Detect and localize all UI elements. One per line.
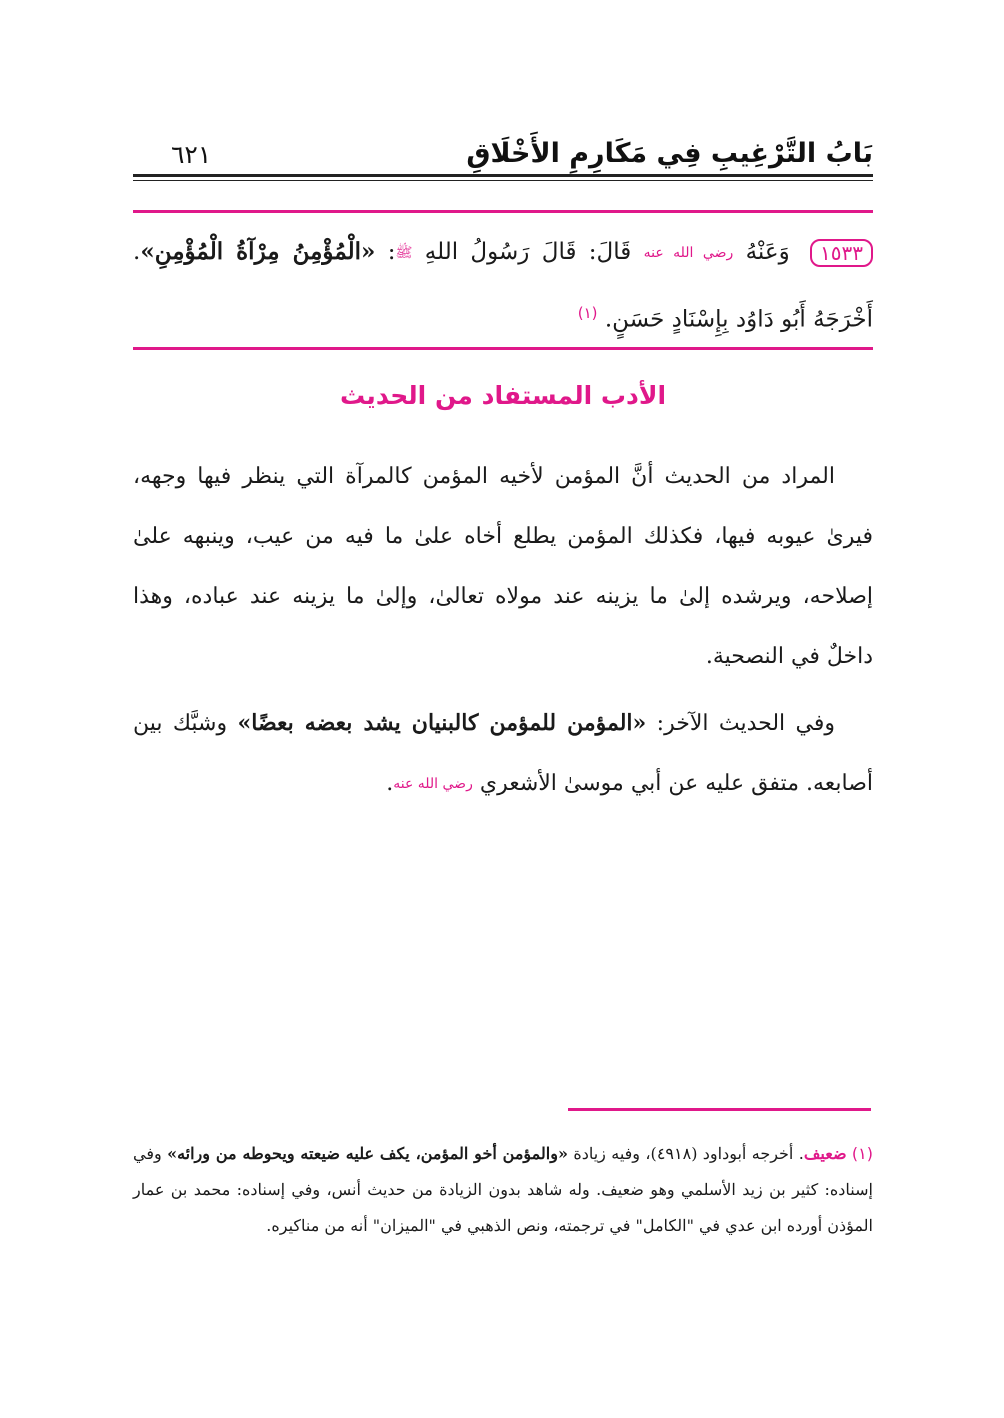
footnote	[133, 1136, 873, 1244]
companion-honorific-2: رضي الله عنه	[393, 776, 473, 792]
hadith-colon: :	[387, 239, 396, 265]
section-heading: الأدب المستفاد من الحديث	[339, 381, 667, 410]
body-paragraph-2	[133, 693, 873, 814]
hadith-block	[133, 222, 873, 350]
hadith-bottom-rule	[133, 347, 873, 350]
p2-rest: وشبَّك بين أصابعه. متفق عليه عن أبي موسىٰ الأشعري	[133, 711, 873, 796]
companion-honorific: رضي الله عنه	[643, 245, 734, 261]
footnote-bold-quote: «والمؤمن أخو المؤمن، يكف عليه ضيعته ويحوطه من ورائه»	[167, 1144, 568, 1163]
footnote-text-2: وفي إسناده: كثير بن زيد الأسلمي وهو ضعيف. وله شاهد بدون الزيادة من حديث أنس، وفي إسناده: محمد بن عمار المؤذن أورده ابن عدي في "الكامل" في ترجمته، ونص الذهبي في "الميزان" أنه من مناكيره.	[133, 1144, 873, 1235]
p2-end: .	[386, 771, 394, 796]
running-header	[133, 120, 873, 170]
page-number: ٦٢١	[171, 140, 212, 169]
footnote-separator	[568, 1108, 871, 1111]
footnote-text-1: . أخرجه أبوداود (٤٩١٨)، وفيه زيادة	[567, 1144, 804, 1163]
hadith-quote: «الْمُؤْمِنُ مِرْآةُ الْمُؤْمِنِ»	[140, 238, 376, 265]
hadith-number-badge: ١٥٣٣	[810, 239, 873, 267]
body-paragraph-1: المراد من الحديث أنَّ المؤمن لأخيه المؤمن كالمرآة التي ينظر فيها وجهه، فيرىٰ عيوبه فيها، فكذلك المؤمن يطلع أخاه علىٰ ما فيه من عيب، وينبهه علىٰ إصلاحه، ويرشده إلىٰ ما يزينه عند مولاه تعالىٰ، وإلىٰ ما يزينه عند عباده، وهذا داخلٌ في النصحية.	[133, 464, 873, 669]
hadith-source: . أَخْرَجَهُ أَبُو دَاوُد بِإِسْنَادٍ حَسَنٍ.	[133, 239, 873, 333]
hadith-said: قَالَ: قَالَ رَسُولُ اللهِ	[424, 239, 632, 265]
prophet-honorific: ﷺ	[395, 245, 413, 261]
footnote-reference[interactable]: (١)	[577, 304, 598, 322]
hadith-top-rule	[133, 210, 873, 213]
p2-lead: وفي الحديث الآخر:	[646, 711, 836, 736]
header-rule-thick	[133, 174, 873, 177]
header-rule-thin	[133, 180, 873, 181]
hadith-intro: وَعَنْهُ	[745, 239, 790, 265]
footnote-marker: (١)	[851, 1144, 874, 1163]
p2-quote: «المؤمن للمؤمن كالبنيان يشد بعضه بعضًا»	[237, 710, 647, 736]
body-text	[133, 447, 873, 820]
chapter-title: بَابُ التَّرْغِيبِ فِي مَكَارِمِ الأَخْلَاقِ	[466, 137, 873, 169]
footnote-grade: ضعيف	[803, 1144, 847, 1163]
